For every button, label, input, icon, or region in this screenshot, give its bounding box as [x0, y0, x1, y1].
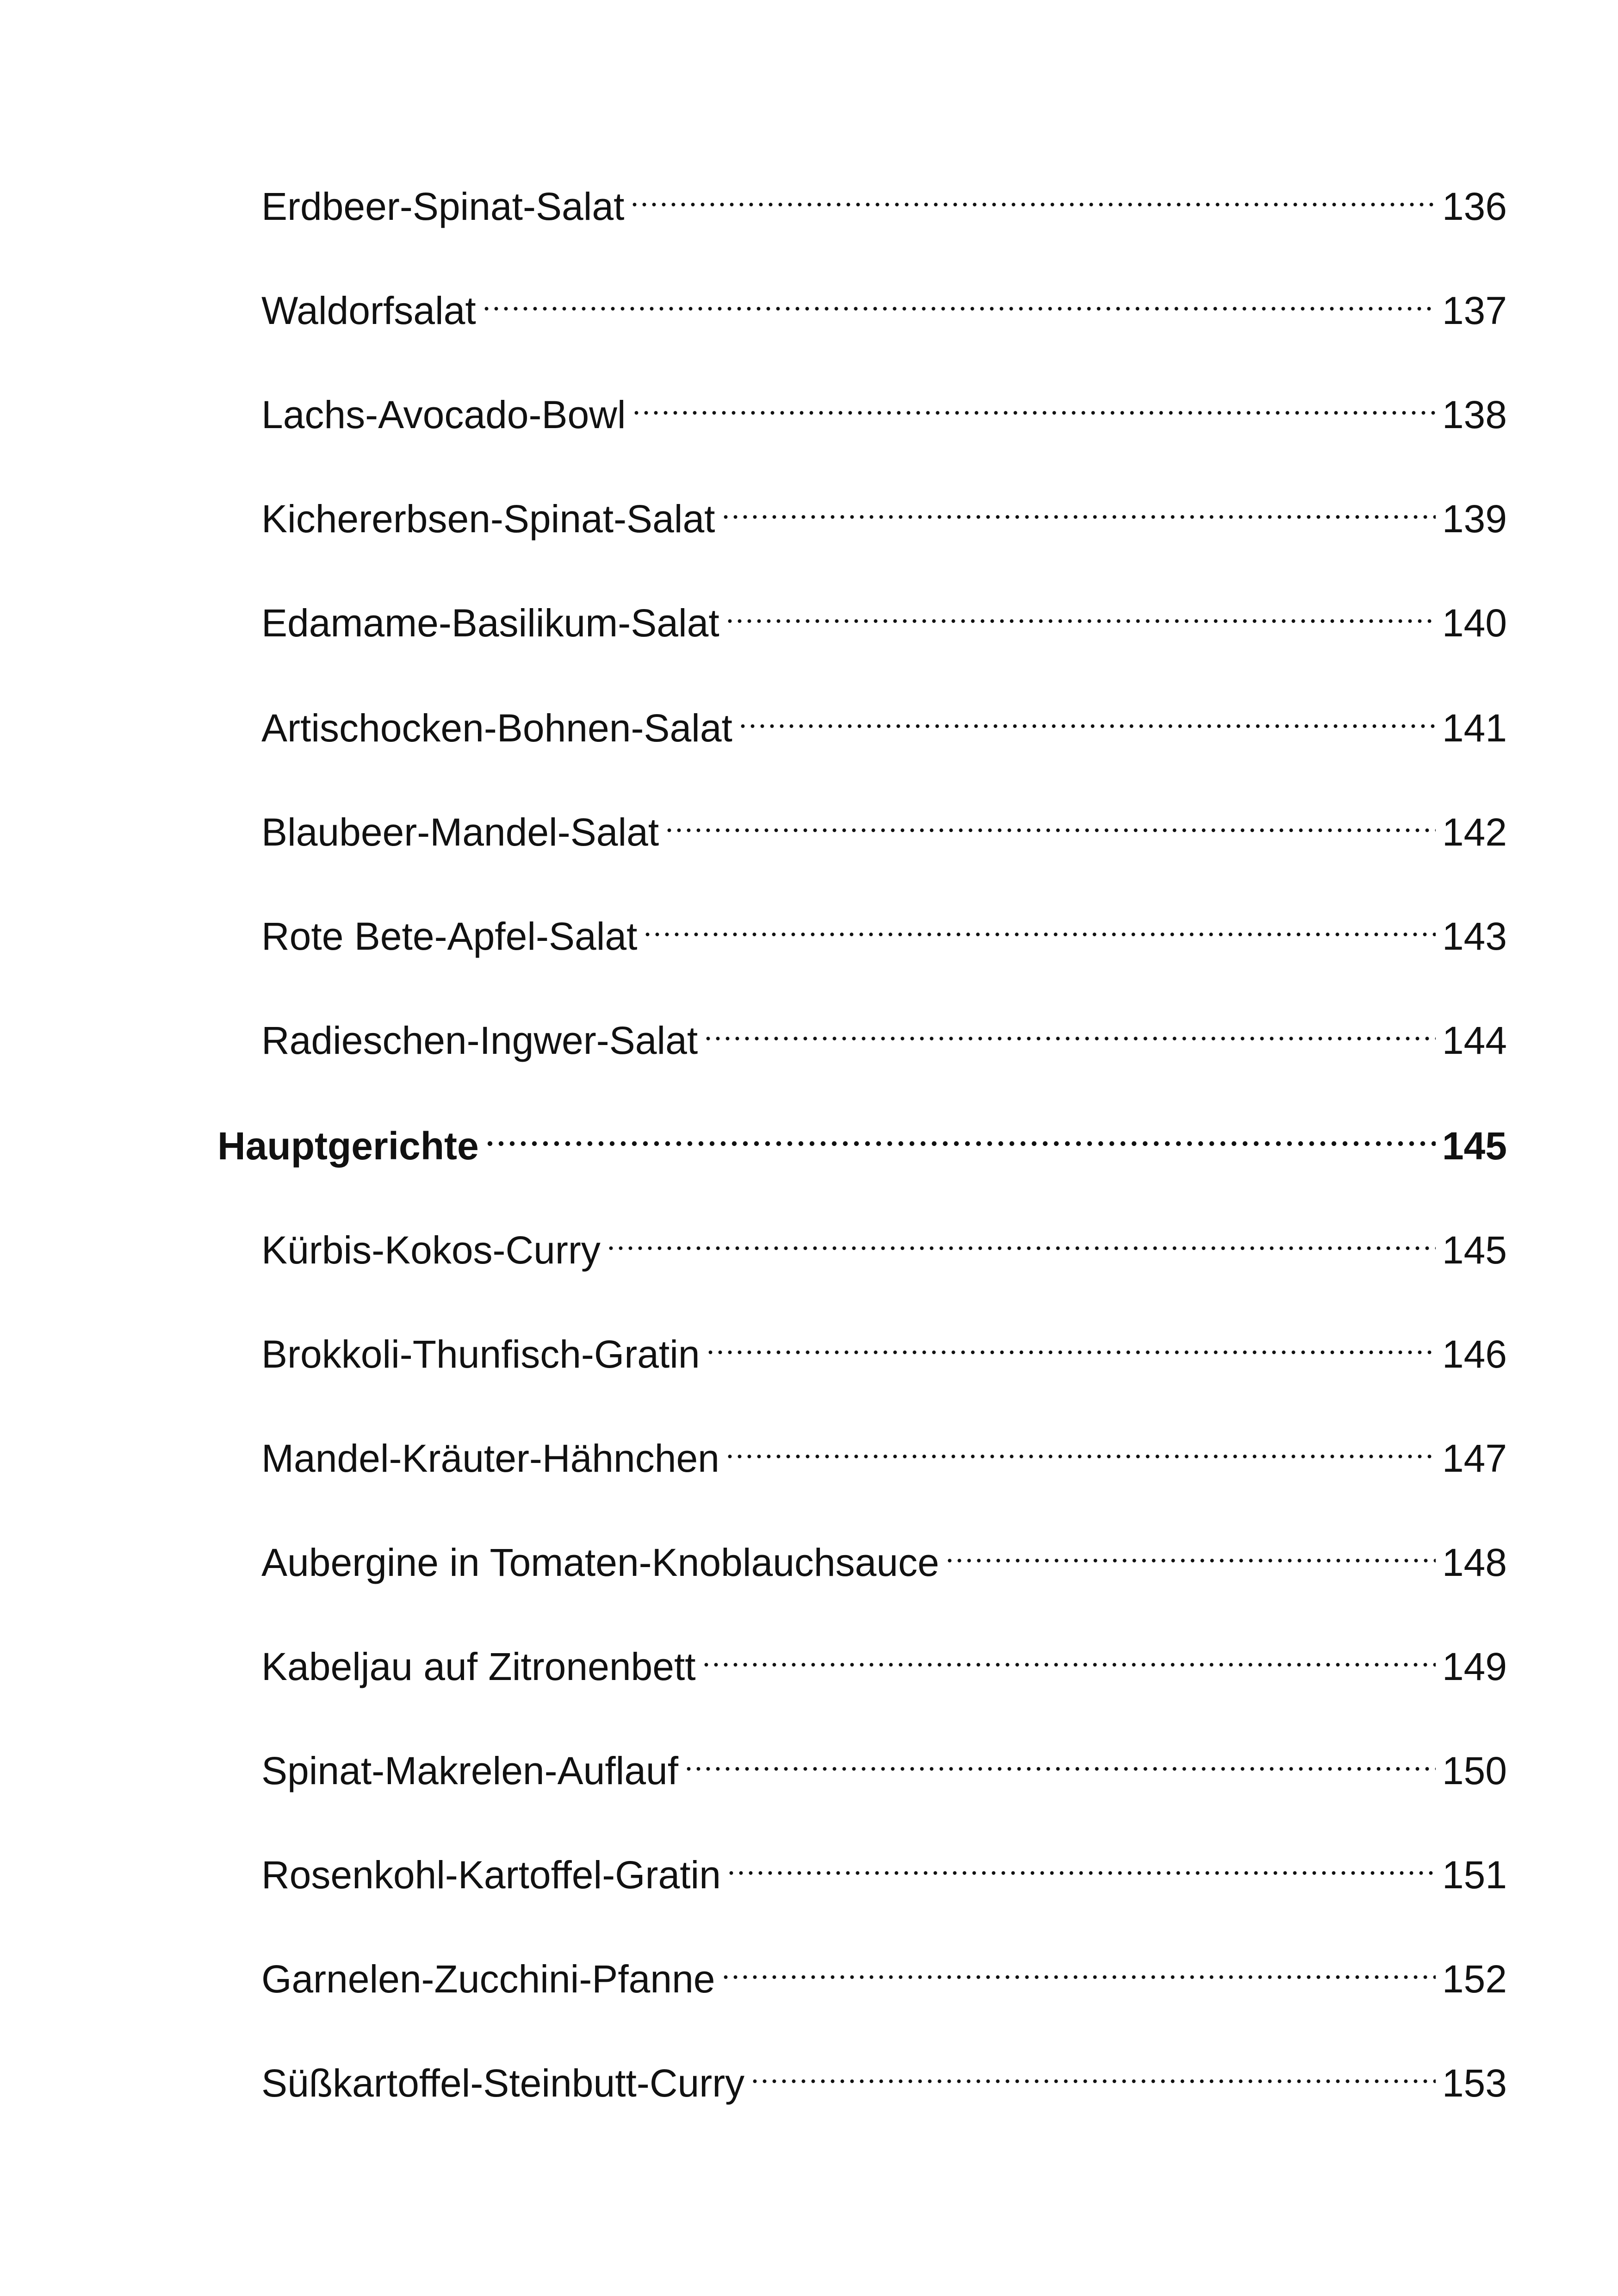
- toc-dot-leader: [721, 1937, 1436, 1992]
- toc-entry-title: Kichererbsen-Spinat-Salat: [261, 497, 715, 541]
- toc-entry[interactable]: [261, 998, 1507, 1062]
- toc-entry[interactable]: [261, 686, 1507, 750]
- toc-dot-leader: [945, 1520, 1436, 1576]
- toc-entry[interactable]: [261, 268, 1507, 332]
- toc-dot-leader: [738, 686, 1436, 741]
- toc-page-number: 145: [1442, 1124, 1507, 1168]
- toc-page-number: 152: [1442, 1957, 1507, 2001]
- toc-entry[interactable]: [261, 790, 1507, 854]
- toc-entry-title: Blaubeer-Mandel-Salat: [261, 810, 659, 854]
- toc-dot-leader: [703, 998, 1436, 1054]
- toc-entry-title: Mandel-Kräuter-Hähnchen: [261, 1437, 719, 1480]
- toc-page-number: 150: [1442, 1749, 1507, 1792]
- toc-page-number: 153: [1442, 2061, 1507, 2105]
- toc-entry-title: Aubergine in Tomaten-Knoblauchsauce: [261, 1541, 939, 1584]
- toc-entry-title: Brokkoli-Thunfisch-Gratin: [261, 1332, 700, 1376]
- toc-page-number: 139: [1442, 497, 1507, 541]
- toc-page-number: 146: [1442, 1332, 1507, 1376]
- toc-dot-leader: [706, 1312, 1436, 1368]
- toc-dot-leader: [606, 1208, 1436, 1263]
- toc-entry-title: Waldorfsalat: [261, 289, 476, 332]
- toc-entry[interactable]: [261, 1416, 1507, 1480]
- toc-page-number: 145: [1442, 1228, 1507, 1272]
- toc-dot-leader: [630, 164, 1435, 220]
- toc-entry[interactable]: [261, 1833, 1507, 1897]
- toc-entry-title: Erdbeer-Spinat-Salat: [261, 185, 625, 228]
- toc-page-number: 138: [1442, 393, 1507, 436]
- toc-entry-title: Rote Bete-Apfel-Salat: [261, 915, 638, 958]
- toc-page-number: 151: [1442, 1853, 1507, 1897]
- toc-entry[interactable]: [261, 894, 1507, 958]
- toc-page-number: 140: [1442, 601, 1507, 645]
- toc-entry[interactable]: [261, 1729, 1507, 1792]
- toc-page-number: 136: [1442, 185, 1507, 228]
- toc-entry-title: Kürbis-Kokos-Curry: [261, 1228, 601, 1272]
- toc-entry[interactable]: [261, 373, 1507, 436]
- toc-page-number: 143: [1442, 915, 1507, 958]
- toc-entry-title: Radieschen-Ingwer-Salat: [261, 1019, 698, 1062]
- toc-dot-leader: [684, 1729, 1436, 1784]
- toc-entry[interactable]: [261, 1208, 1507, 1272]
- toc-dot-leader: [482, 268, 1436, 324]
- toc-entry[interactable]: [261, 477, 1507, 541]
- toc-dot-leader: [701, 1624, 1436, 1680]
- toc-entry-title: Artischocken-Bohnen-Salat: [261, 706, 732, 750]
- toc-entry-title: Süßkartoffel-Steinbutt-Curry: [261, 2061, 745, 2105]
- toc-dot-leader: [632, 373, 1436, 428]
- toc-entry-title: Edamame-Basilikum-Salat: [261, 601, 719, 645]
- toc-entry-title: Lachs-Avocado-Bowl: [261, 393, 626, 436]
- toc-dot-leader: [726, 1833, 1436, 1888]
- toc-dot-leader: [484, 1104, 1436, 1159]
- toc-entry-title: Garnelen-Zucchini-Pfanne: [261, 1957, 715, 2001]
- toc-page-number: 149: [1442, 1645, 1507, 1688]
- toc-dot-leader: [643, 894, 1435, 950]
- toc-page-number: 137: [1442, 289, 1507, 332]
- toc-page-number: 147: [1442, 1437, 1507, 1480]
- toc-dot-leader: [725, 1416, 1436, 1472]
- toc-dot-leader: [750, 2041, 1436, 2097]
- toc-dot-leader: [721, 477, 1436, 532]
- toc-entry-title: Spinat-Makrelen-Auflauf: [261, 1749, 679, 1792]
- toc-entry[interactable]: [261, 2041, 1507, 2105]
- toc-entry[interactable]: [261, 581, 1507, 645]
- toc-entry[interactable]: [261, 164, 1507, 228]
- toc-page-number: 144: [1442, 1019, 1507, 1062]
- toc-entry[interactable]: [261, 1624, 1507, 1688]
- toc-entry[interactable]: [261, 1520, 1507, 1584]
- toc-page-number: 141: [1442, 706, 1507, 750]
- toc-entry[interactable]: [261, 1312, 1507, 1376]
- toc-dot-leader: [725, 581, 1436, 636]
- toc-entry[interactable]: [261, 1937, 1507, 2001]
- toc-page-number: 148: [1442, 1541, 1507, 1584]
- toc-section-title: Hauptgerichte: [217, 1124, 479, 1168]
- toc-section-heading[interactable]: [217, 1104, 1507, 1168]
- toc-entry-title: Rosenkohl-Kartoffel-Gratin: [261, 1853, 721, 1897]
- toc-dot-leader: [664, 790, 1436, 846]
- toc-entry-title: Kabeljau auf Zitronenbett: [261, 1645, 696, 1688]
- toc-page-number: 142: [1442, 810, 1507, 854]
